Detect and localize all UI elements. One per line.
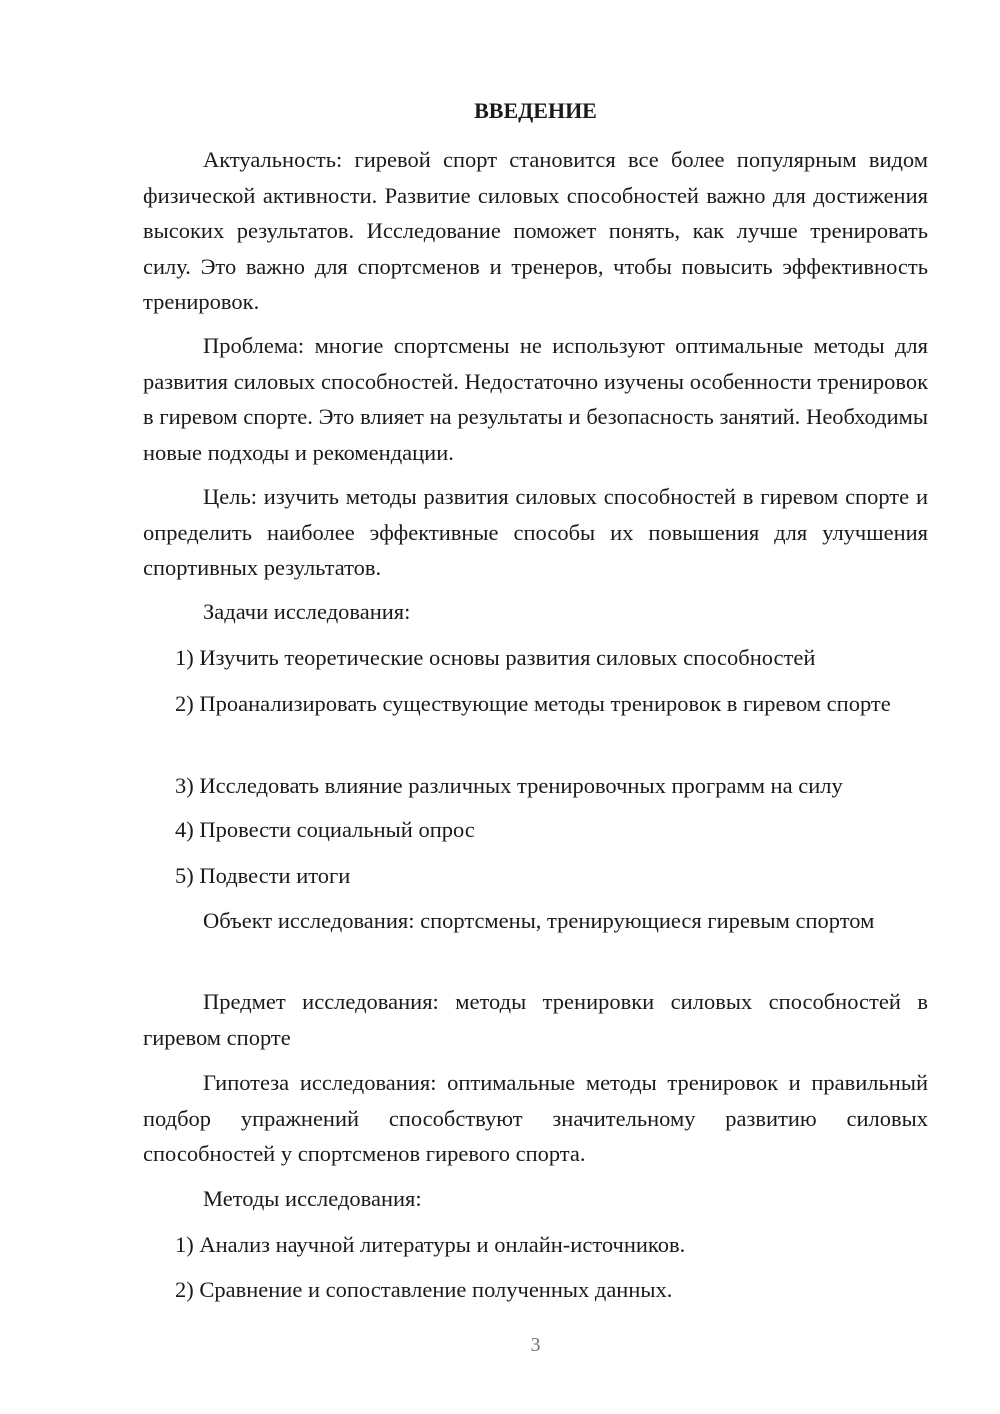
task-item-4: 4) Провести социальный опрос bbox=[175, 817, 475, 842]
relevance-paragraph: Актуальность: гиревой спорт становится все более популярным видом физической активности. Развитие силовых способностей важно для достижения высоких результатов. Исследование поможет понять, как лучше тренировать силу. Это важно для спортсменов и тренеров, чтобы повысить эффективность тренировок. bbox=[143, 147, 928, 314]
object-paragraph: Объект исследования: спортсмены, тренирующиеся гиревым спортом bbox=[203, 908, 875, 933]
problem-paragraph: Проблема: многие спортсмены не используют оптимальные методы для развития силовых способностей. Недостаточно изучены особенности тренировок в гиревом спорте. Это влияет на результаты и безопасность занятий. Необходимы новые подходы и рекомендации. bbox=[143, 333, 928, 465]
task-item-3: 3) Исследовать влияние различных тренировочных программ на силу bbox=[175, 773, 843, 798]
hypothesis-paragraph: Гипотеза исследования: оптимальные методы тренировок и правильный подбор упражнений способствуют значительному развитию силовых способностей у спортсменов гиревого спорта. bbox=[143, 1070, 928, 1166]
method-item-1: 1) Анализ научной литературы и онлайн-источников. bbox=[175, 1232, 686, 1257]
tasks-title: Задачи исследования: bbox=[203, 599, 411, 624]
goal-paragraph: Цель: изучить методы развития силовых способностей в гиревом спорте и определить наиболее эффективные способы их повышения для улучшения спортивных результатов. bbox=[143, 484, 928, 580]
task-item-1: 1) Изучить теоретические основы развития силовых способностей bbox=[175, 645, 816, 670]
methods-title: Методы исследования: bbox=[203, 1186, 422, 1211]
subject-paragraph: Предмет исследования: методы тренировки силовых способностей в гиревом спорте bbox=[143, 989, 928, 1050]
task-item-2: 2) Проанализировать существующие методы тренировок в гиревом спорте bbox=[175, 691, 891, 716]
task-item-5: 5) Подвести итоги bbox=[175, 863, 351, 888]
document-page bbox=[143, 0, 928, 1414]
page-number: 3 bbox=[530, 1334, 541, 1356]
page-title: ВВЕДЕНИЕ bbox=[474, 98, 597, 123]
method-item-2: 2) Сравнение и сопоставление полученных данных. bbox=[175, 1277, 673, 1302]
